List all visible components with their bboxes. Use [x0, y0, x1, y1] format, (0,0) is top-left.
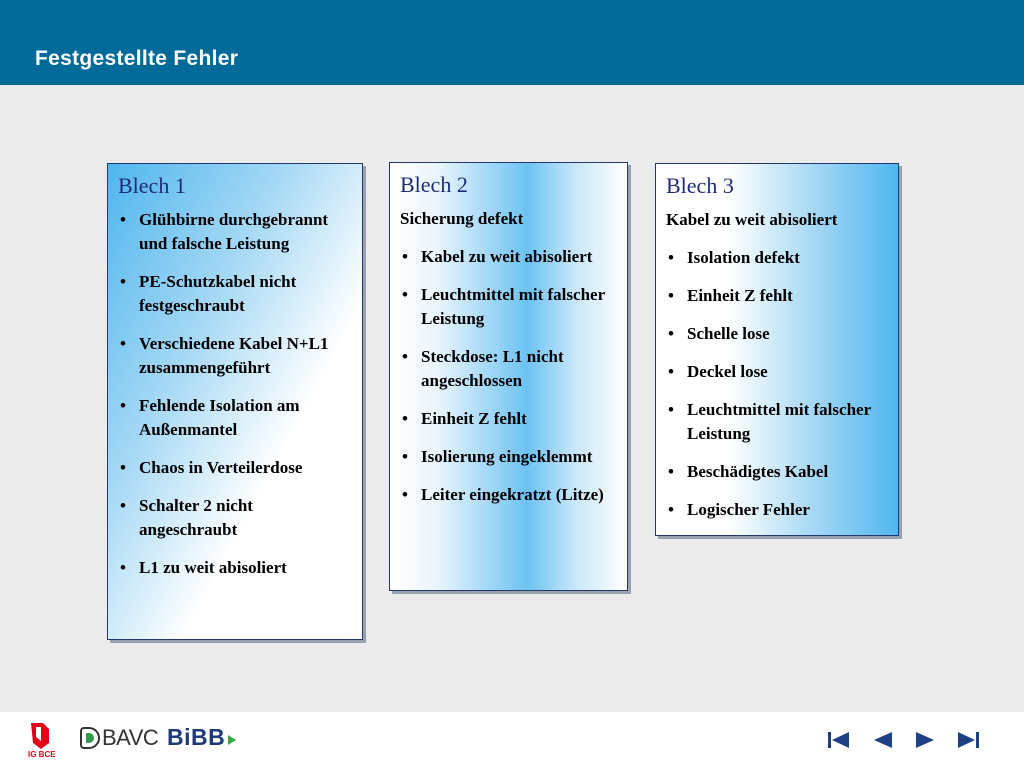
bullet-icon: •: [668, 248, 674, 267]
bullet-icon: •: [402, 247, 408, 266]
next-slide-button[interactable]: [913, 730, 937, 750]
list-item-text: Schalter 2 nicht angeschraubt: [139, 496, 253, 539]
list-item: [666, 284, 888, 308]
list-item-text: Isolation defekt: [687, 248, 800, 267]
bavc-mark-icon: [80, 727, 100, 749]
list-item-text: Einheit Z fehlt: [687, 286, 793, 305]
bullet-icon: •: [668, 362, 674, 381]
list-item-text: Logischer Fehler: [687, 500, 810, 519]
list-item: [666, 498, 888, 522]
bibb-logo-text: BiBB: [167, 724, 226, 750]
first-slide-icon: [827, 730, 851, 750]
list-item: [118, 494, 352, 542]
list-item-text: Glühbirne durchgebrannt und falsche Leistung: [139, 210, 329, 253]
list-item-text: Leiter eingekratzt (Litze): [421, 485, 604, 504]
box-title: Blech 2: [400, 172, 468, 197]
bullet-icon: •: [120, 558, 126, 577]
bullet-icon: •: [120, 272, 126, 291]
list-item: [118, 208, 352, 256]
error-list: [666, 246, 888, 522]
first-slide-button[interactable]: [827, 730, 851, 750]
box-title: Blech 3: [666, 173, 734, 198]
bavc-logo-text: BAVC: [102, 725, 159, 750]
list-item-text: Deckel lose: [687, 362, 768, 381]
bullet-icon: •: [120, 458, 126, 477]
bullet-icon: •: [668, 462, 674, 481]
list-item: [400, 407, 617, 431]
list-item-text: Isolierung eingeklemmt: [421, 447, 593, 466]
blech-1-box: [107, 163, 363, 640]
list-item: [118, 394, 352, 442]
error-list: [118, 208, 352, 580]
list-item-text: Steckdose: L1 nicht angeschlossen: [421, 347, 564, 390]
blech-2-box: [389, 162, 628, 591]
bullet-icon: •: [668, 286, 674, 305]
list-item: [118, 270, 352, 318]
list-item-text: Fehlende Isolation am Außenmantel: [139, 396, 300, 439]
box-subtitle: Kabel zu weit abisoliert: [666, 210, 838, 229]
list-item-text: Chaos in Verteilerdose: [139, 458, 303, 477]
list-item: [666, 460, 888, 484]
list-item: [400, 283, 617, 331]
previous-slide-icon: [871, 730, 895, 750]
header-bar: [0, 0, 1024, 85]
list-item-text: L1 zu weit abisoliert: [139, 558, 287, 577]
bullet-icon: •: [402, 347, 408, 366]
bullet-icon: •: [402, 447, 408, 466]
list-item: [400, 483, 617, 507]
list-item: [666, 246, 888, 270]
bullet-icon: •: [668, 324, 674, 343]
list-item: [666, 360, 888, 384]
bullet-icon: •: [668, 400, 674, 419]
last-slide-icon: [956, 730, 980, 750]
list-item-text: PE-Schutzkabel nicht festgeschraubt: [139, 272, 297, 315]
list-item-text: Verschiedene Kabel N+L1 zusammengeführt: [139, 334, 329, 377]
bullet-icon: •: [668, 500, 674, 519]
list-item-text: Leuchtmittel mit falscher Leistung: [687, 400, 871, 443]
bullet-icon: •: [402, 409, 408, 428]
previous-slide-button[interactable]: [871, 730, 895, 750]
bullet-icon: •: [120, 334, 126, 353]
box-subtitle: Sicherung defekt: [400, 209, 524, 228]
list-item-text: Beschädigtes Kabel: [687, 462, 829, 481]
bullet-icon: •: [402, 485, 408, 504]
bibb-logo: [167, 724, 236, 751]
bibb-arrow-icon: [228, 735, 236, 745]
list-item: [118, 456, 352, 480]
page-title: Festgestellte Fehler: [35, 47, 239, 70]
list-item-text: Kabel zu weit abisoliert: [421, 247, 593, 266]
bullet-icon: •: [120, 210, 126, 229]
list-item-text: Einheit Z fehlt: [421, 409, 527, 428]
igbce-logo: [27, 721, 55, 759]
list-item: [118, 556, 352, 580]
box-title: Blech 1: [118, 173, 186, 198]
list-item-text: Leuchtmittel mit falscher Leistung: [421, 285, 605, 328]
blech-3-box: [655, 163, 899, 536]
igbce-logo-text: IG BCE: [28, 750, 55, 759]
list-item: [400, 445, 617, 469]
list-item: [400, 245, 617, 269]
list-item: [400, 345, 617, 393]
bullet-icon: •: [402, 285, 408, 304]
error-list: [400, 245, 617, 507]
list-item: [666, 398, 888, 446]
list-item: [666, 322, 888, 346]
bavc-logo: [80, 724, 158, 752]
bullet-icon: •: [120, 496, 126, 515]
last-slide-button[interactable]: [956, 730, 980, 750]
bullet-icon: •: [120, 396, 126, 415]
list-item: [118, 332, 352, 380]
next-slide-icon: [913, 730, 937, 750]
list-item-text: Schelle lose: [687, 324, 770, 343]
